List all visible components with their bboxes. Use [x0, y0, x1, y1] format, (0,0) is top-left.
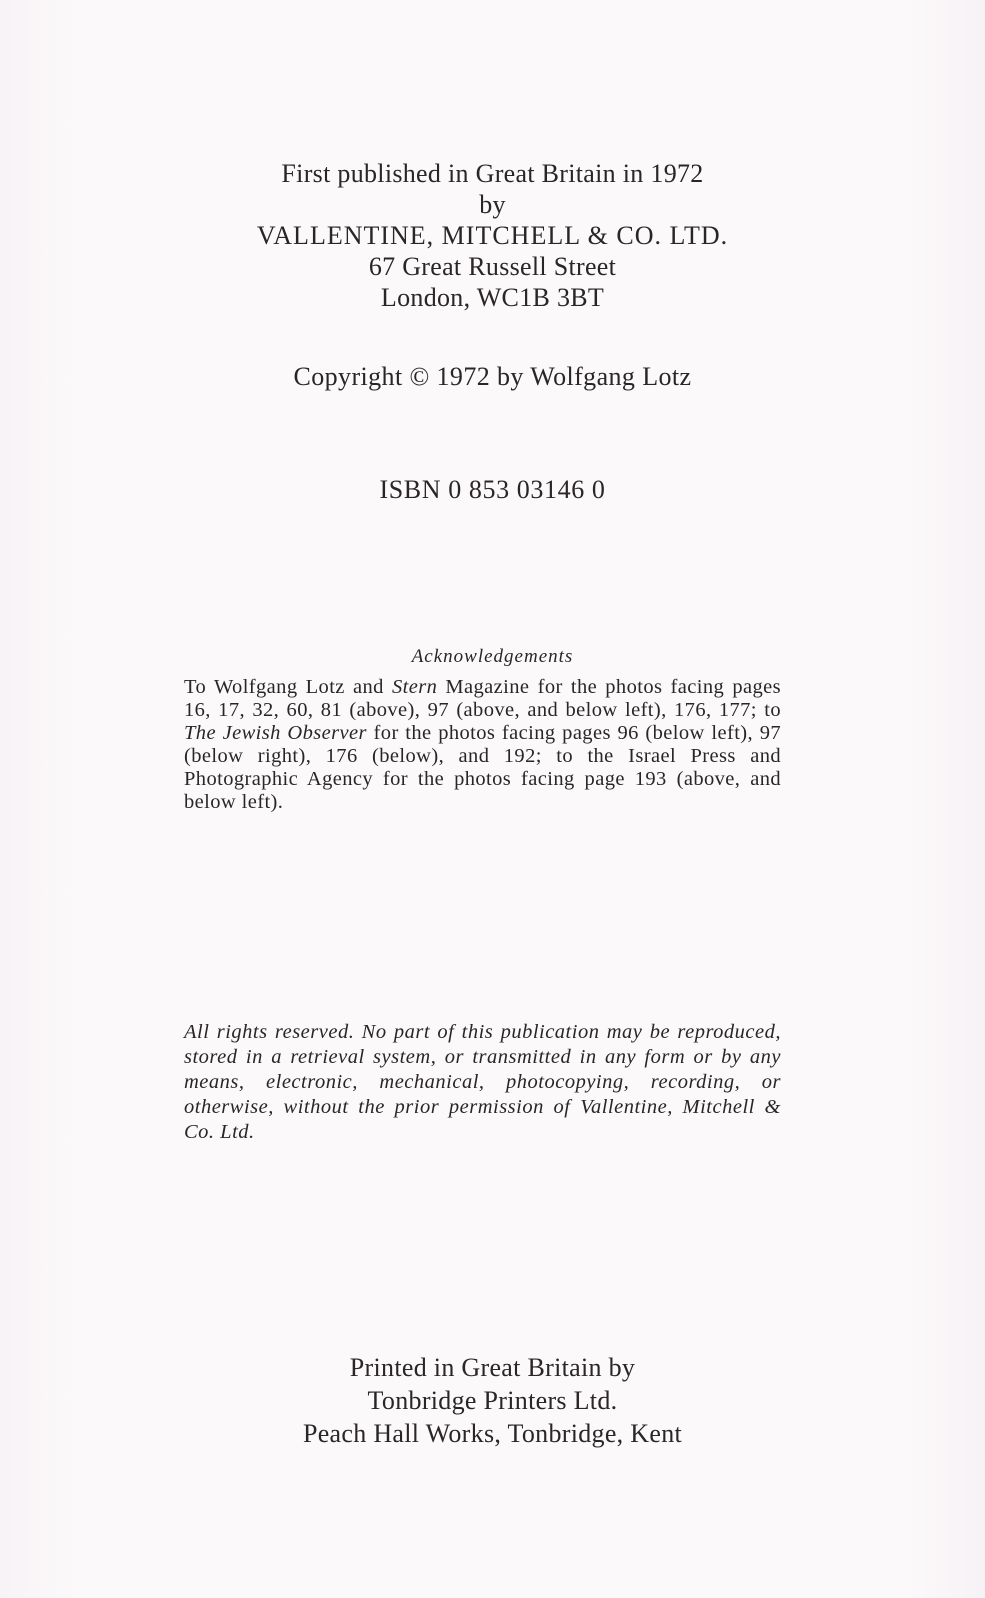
- copyright-notice: Copyright © 1972 by Wolfgang Lotz: [293, 362, 692, 391]
- printer-name: Tonbridge Printers Ltd.: [367, 1386, 618, 1415]
- ack-text-part1: To Wolfgang Lotz and: [184, 676, 392, 698]
- printer-address: Peach Hall Works, Tonbridge, Kent: [302, 1419, 683, 1448]
- publisher-address-street: 67 Great Russell Street: [368, 252, 617, 281]
- ack-stern-title: Stern: [391, 676, 438, 698]
- publisher-address-city: London, WC1B 3BT: [380, 283, 605, 312]
- printer-block: [0, 1351, 985, 1450]
- ack-text-part3: for the photos facing pages 96 (below left), 97 (below right), 176 (below), and 192; to the Israel Press and Photographic Agency for the photos facing page 193 (above, and below left).: [184, 722, 781, 813]
- ack-jewish-observer-title: The Jewish Observer: [184, 722, 367, 744]
- printed-in-line: Printed in Great Britain by: [349, 1353, 636, 1382]
- rights-reserved-notice: All rights reserved. No part of this publication may be reproduced, stored in a retrieval system, or transmitted in any form or by any means, electronic, mechanical, photocopying, recording, or otherwise, without the prior permission of Vallentine, Mitchell & Co. Ltd.: [184, 1021, 781, 1143]
- ack-text-part2: Magazine for the photos facing pages 16, 17, 32, 60, 81 (above), 97 (above, and below left), 176, 177; to: [184, 676, 781, 721]
- by-line: by: [479, 190, 506, 219]
- isbn-number: ISBN 0 853 03146 0: [379, 475, 606, 504]
- first-published-line: First published in Great Britain in 1972: [281, 159, 704, 188]
- publisher-name: VALLENTINE, MITCHELL & CO. LTD.: [256, 221, 729, 250]
- acknowledgements-heading: Acknowledgements: [411, 646, 574, 667]
- imprint-block: [0, 158, 985, 313]
- acknowledgements-text: [184, 676, 781, 814]
